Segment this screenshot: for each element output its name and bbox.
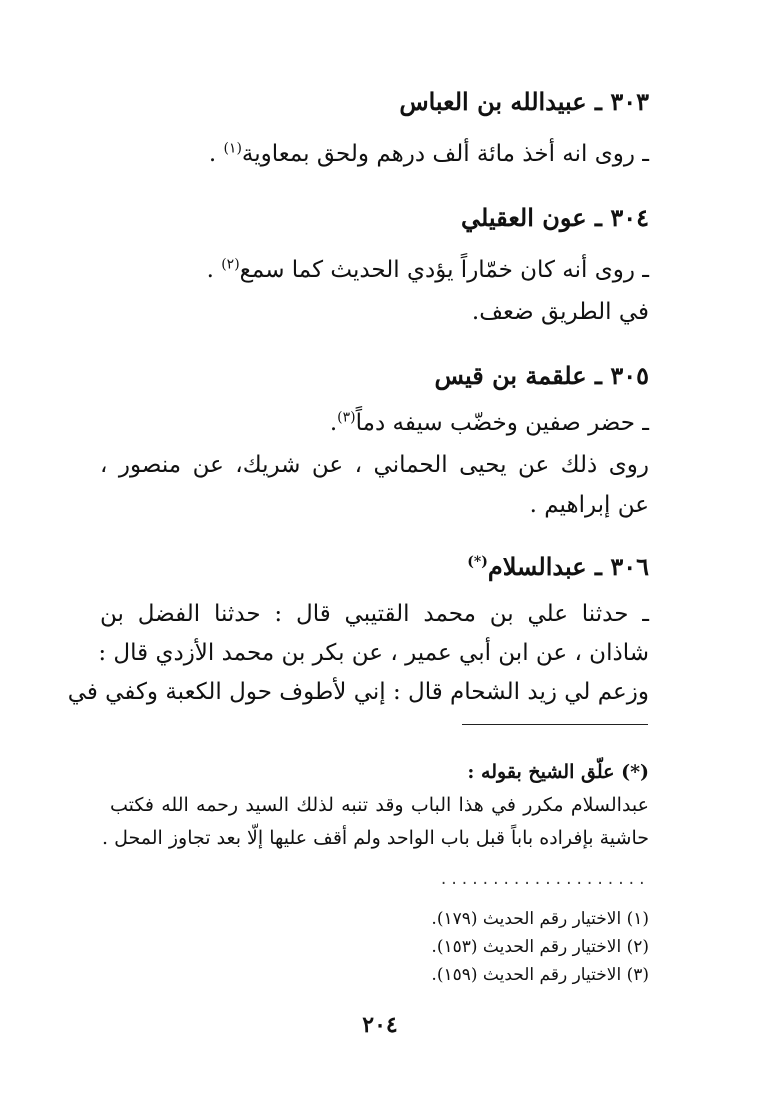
entry-304-line-2: في الطريق ضعف. — [471, 299, 649, 325]
footnote-ref-1[interactable]: (١) — [223, 140, 242, 157]
note-line-2: حاشية بإفراده باباً قبل باب الواحد ولم أقف عليها إلّا بعد تجاوز المحل . — [102, 827, 649, 849]
note-title: (*) علّق الشيخ بقوله : — [467, 761, 649, 783]
entry-heading-305: ٣٠٥ ـ علقمة بن قيس — [434, 361, 649, 390]
footnote-ref-3[interactable]: (٣) — [337, 409, 356, 426]
footnote-3: (٣) الاختيار رقم الحديث (١٥٩). — [431, 965, 649, 985]
page-number: ٢٠٤ — [362, 1012, 398, 1038]
entry-heading-304: ٣٠٤ ـ عون العقيلي — [460, 203, 649, 232]
footnote-rule — [462, 724, 648, 725]
entry-heading-306: ٣٠٦ ـ عبدالسلام(*) — [467, 552, 649, 581]
footnote-ref-2[interactable]: (٢) — [221, 256, 240, 273]
entry-303-line-1: ـ روى انه أخذ مائة ألف درهم ولحق بمعاوية$^{(١)}$ . — [208, 140, 649, 167]
entry-306-line-2: شاذان ، عن ابن أبي عمير ، عن بكر بن محمد الأزدي قال : — [98, 640, 649, 666]
entry-306-line-1: ـ حدثنا علي بن محمد القتيبي قال : حدثنا الفضل بن — [100, 601, 649, 627]
entry-305-line-2: روى ذلك عن يحيى الحماني ، عن شريك، عن منصور ، — [100, 452, 649, 478]
footnote-2: (٢) الاختيار رقم الحديث (١٥٣). — [431, 937, 649, 957]
entry-305-line-3: عن إبراهيم . — [529, 492, 649, 518]
entry-heading-303: ٣٠٣ ـ عبيدالله بن العباس — [399, 87, 649, 116]
note-line-1: عبدالسلام مكرر في هذا الباب وقد تنبه لذلك السيد رحمه الله فكتب — [110, 794, 649, 816]
entry-306-line-3: وزعم لي زيد الشحام قال : إني لأطوف حول الكعبة وكفي في — [67, 679, 649, 705]
entry-304-line-1: ـ روى أنه كان خمّاراً يؤدي الحديث كما سمع$^{(٢)}$ . — [206, 256, 649, 283]
dotted-separator: .................... — [439, 872, 648, 888]
entry-305-line-1: ـ حضر صفين وخضّب سيفه دماً$^{(٣)}$. — [329, 409, 649, 436]
note-ref-star[interactable]: (*) — [467, 554, 488, 570]
footnote-1: (١) الاختيار رقم الحديث (١٧٩). — [431, 909, 649, 929]
